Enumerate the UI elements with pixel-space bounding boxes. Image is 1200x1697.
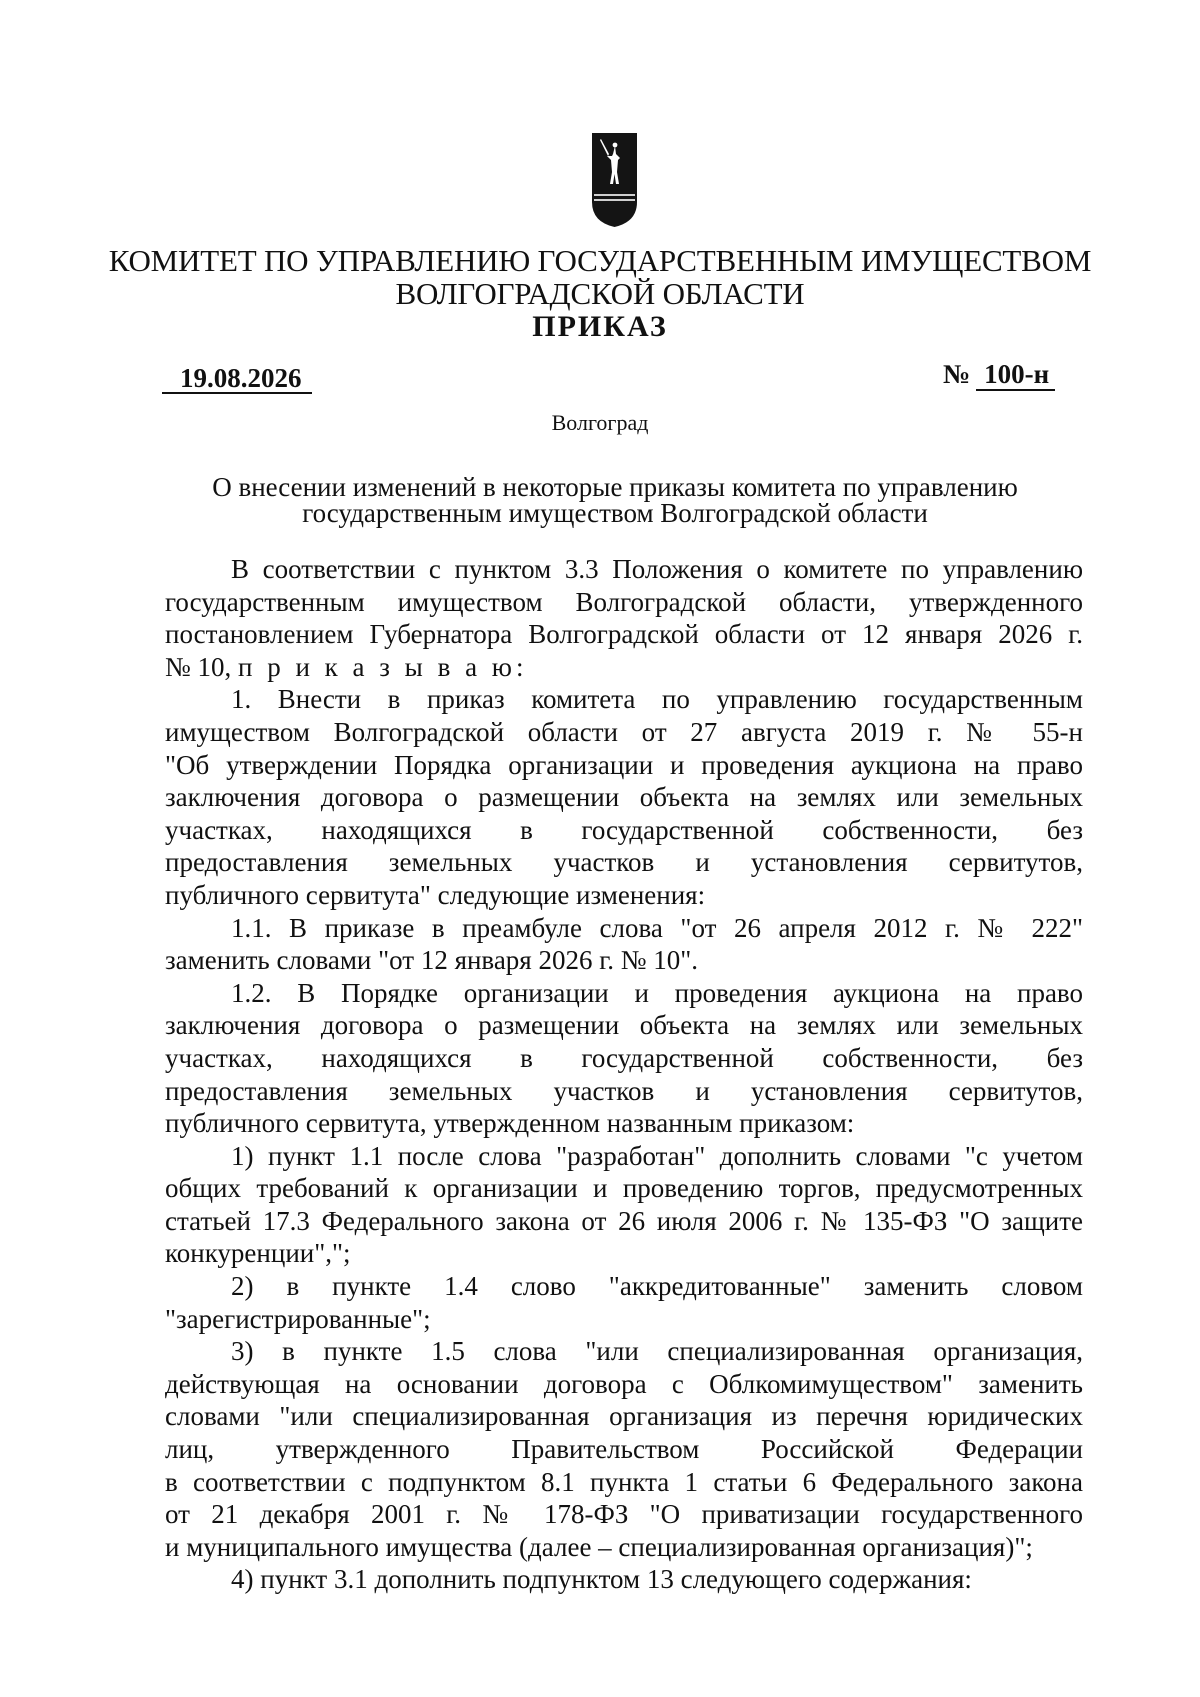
body-line: "Об утверждении Порядка организации и проведения аукциона на право [165, 749, 1083, 780]
body-line: публичного сервитута, утвержденном названным приказом: [165, 1108, 855, 1139]
document-number [943, 360, 1055, 388]
document-subject [150, 474, 1080, 526]
subject-line-1: О внесении изменений в некоторые приказы комитета по управлению [212, 472, 1018, 502]
body-line: и муниципального имущества (далее – специализированная организация)"; [165, 1531, 1033, 1562]
body-line: постановлением Губернатора Волгоградской области от 12 января 2026 г. [165, 619, 1083, 650]
body-line: конкуренции","; [165, 1238, 351, 1269]
body-line: 1.1. В приказе в преамбуле слова "от 26 апреля 2012 г. № 222" [231, 912, 1083, 943]
document-type-title: ПРИКАЗ [532, 310, 668, 343]
body-line: от 21 декабря 2001 г. № 178-ФЗ "О приватизации государственного [165, 1499, 1083, 1530]
body-line: 1.2. В Порядке организации и проведения аукциона на право [231, 977, 1083, 1008]
body-line: государственным имуществом Волгоградской области, утвержденного [165, 586, 1083, 617]
body-line: "зарегистрированные"; [165, 1303, 431, 1334]
organization-name-line-2: ВОЛГОГРАДСКОЙ ОБЛАСТИ [395, 276, 805, 311]
body-line: публичного сервитута" следующие изменения: [165, 879, 706, 910]
body-line: 1) пункт 1.1 после слова "разработан" дополнить словами "с учетом [231, 1140, 1083, 1171]
body-line: имуществом Волгоградской области от 27 августа 2019 г. № 55-н [165, 716, 1083, 747]
number-sign: № [943, 359, 971, 389]
body-line: словами "или специализированная организация из перечня юридических [165, 1401, 1083, 1432]
body-line [165, 651, 1083, 684]
body-line: 4) пункт 3.1 дополнить подпунктом 13 следующего содержания: [231, 1564, 972, 1595]
body-line: заключения договора о размещении объекта на землях или земельных [165, 1010, 1083, 1041]
volgograd-coat-of-arms-icon [591, 132, 638, 228]
body-line: В соответствии с пунктом 3.3 Положения о комитете по управлению [231, 554, 1083, 584]
body-line: общих требований к организации и проведению торгов, предусмотренных [165, 1173, 1083, 1204]
document-body [165, 553, 1083, 1596]
body-line: заключения договора о размещении объекта на землях или земельных [165, 782, 1083, 813]
body-line: предоставления земельных участков и установления сервитутов, [165, 847, 1083, 878]
subject-line-2: государственным имуществом Волгоградской области [302, 498, 928, 528]
body-line: 1. Внести в приказ комитета по управлению государственным [231, 684, 1083, 715]
document-date: 19.08.2026 [162, 364, 312, 394]
document-number-value: 100-н [976, 359, 1055, 391]
organization-name [0, 244, 1200, 310]
body-line: действующая на основании договора с Облкомимуществом" заменить [165, 1368, 1083, 1399]
body-line: предоставления земельных участков и установления сервитутов, [165, 1075, 1083, 1106]
body-line: 2) в пункте 1.4 слово "аккредитованные" заменить словом [231, 1271, 1083, 1302]
body-line: статьей 17.3 Федерального закона от 26 июля 2006 г. № 135-ФЗ "О защите [165, 1205, 1083, 1236]
body-line: заменить словами "от 12 января 2026 г. № 10". [165, 945, 699, 976]
body-line-part: № 10, [165, 651, 232, 682]
order-keyword: п р и к а з ы в а ю: [238, 651, 528, 682]
document-city: Волгоград [551, 410, 649, 435]
body-line: лиц, утвержденного Правительством Российской Федерации [165, 1434, 1083, 1465]
body-line: 3) в пункте 1.5 слова "или специализированная организация, [231, 1336, 1083, 1367]
body-line: в соответствии с подпунктом 8.1 пункта 1 статьи 6 Федерального закона [165, 1466, 1083, 1497]
organization-name-line-1: КОМИТЕТ ПО УПРАВЛЕНИЮ ГОСУДАРСТВЕННЫМ ИМУЩЕСТВОМ [108, 243, 1092, 278]
body-line: участках, находящихся в государственной собственности, без [165, 814, 1083, 845]
body-line: участках, находящихся в государственной собственности, без [165, 1042, 1083, 1073]
